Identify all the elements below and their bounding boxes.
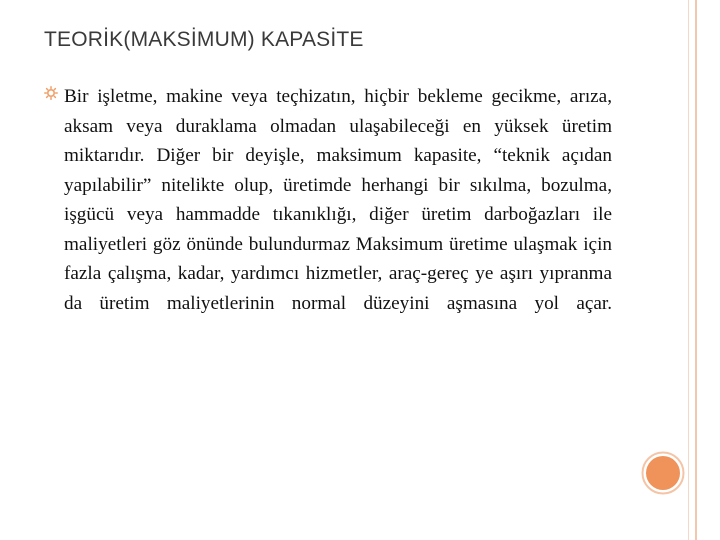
sun-bullet-icon bbox=[44, 86, 58, 105]
decorative-rule-inner bbox=[688, 0, 689, 540]
decorative-rule-outer bbox=[695, 0, 697, 540]
decorative-circle bbox=[641, 451, 685, 495]
bullet-text: Bir işletme, makine veya teçhizatın, hiçbir bekleme gecikme, arıza, aksam veya duraklama olmadan ulaşabileceği en yüksek üretim miktarıdır. Diğer bir deyişle, maksimum kapasite, “teknik açıdan yapılabilir” nitelikte olup, üretimde herhangi bir sıkılma, bozulma, işgücü veya hammadde tıkanıklığı, diğer üretim darboğazları ile maliyetleri göz önünde bulundurmaz Maksimum üretime ulaşmak için fazla çalışma, kadar, yardımcı hizmetler, araç-gereç ye aşırı yıpranma da üretim maliyetlerinin normal düzeyini aşmasına yol açar. bbox=[64, 86, 612, 314]
slide-title: TEORİK(MAKSİMUM) KAPASİTE bbox=[44, 28, 364, 51]
